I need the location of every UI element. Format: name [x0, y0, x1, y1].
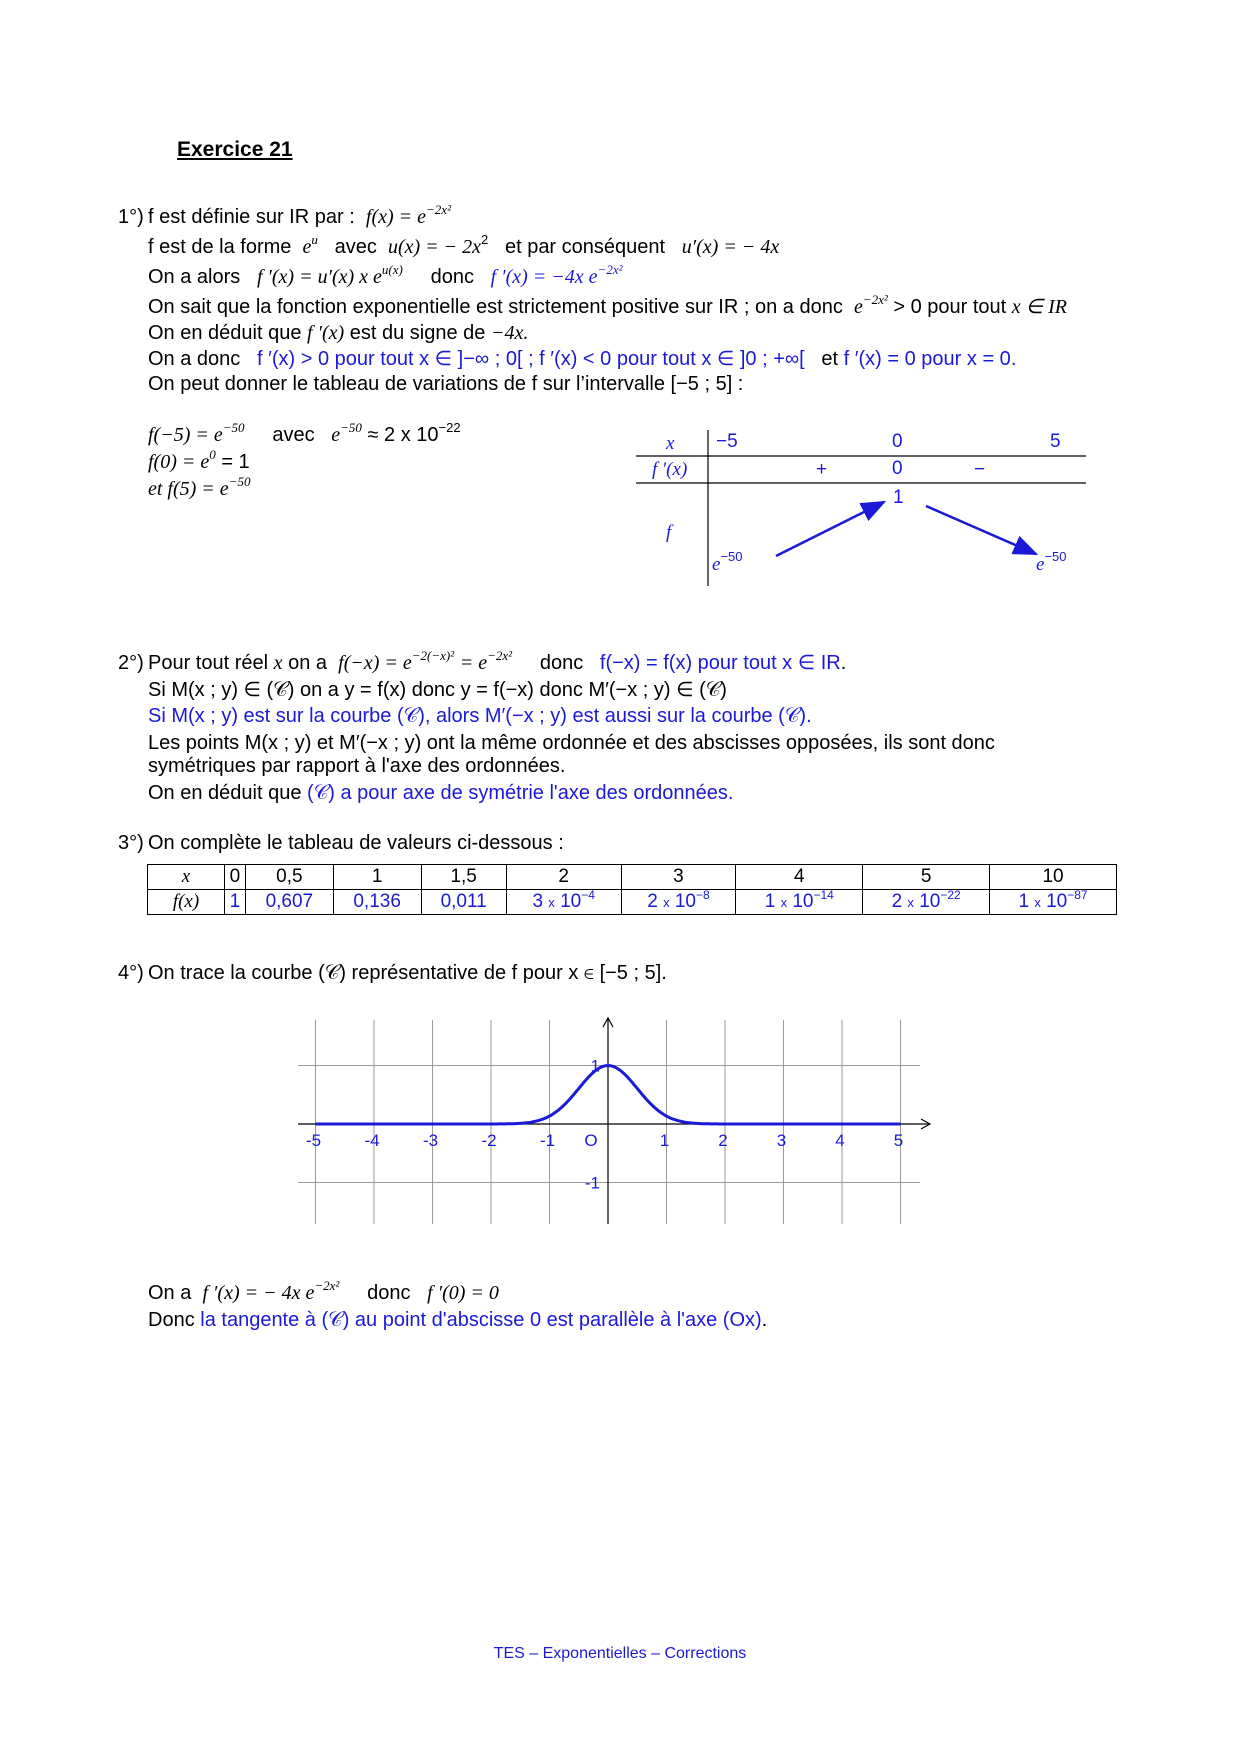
vt-fp-zero: 0 — [892, 458, 903, 479]
q1-value-f5: et $f(5) = e^{-50}$ — [148, 474, 251, 500]
x-tick-label: -5 — [305, 1131, 322, 1150]
x-tick-label: O — [584, 1131, 598, 1150]
values-x-cell: 1,5 — [421, 865, 506, 890]
values-x-cell: 3 — [621, 865, 736, 890]
graph-grid — [298, 1020, 920, 1224]
values-f-cell: 0,136 — [333, 890, 421, 915]
q1-value-fm5: $f(-5) = e^{-50}$ avec $e^{-50} \approx 2$ x $10^{-22}$ — [148, 420, 461, 446]
x-tick-label: 5 — [893, 1131, 904, 1150]
q4-number: 4°) — [118, 962, 144, 984]
vt-max-value: 1 — [893, 487, 904, 508]
values-x-cell: 10 — [990, 865, 1117, 890]
vt-right-value: $e^{-50}$ — [1036, 549, 1067, 575]
q2-line5: symétriques par rapport à l'axe des ordonnées. — [148, 755, 566, 777]
q2-line1: Pour tout réel x on a $f(-x) = e^{-2(-x)^2} = e^{-2x^2}$ donc f(−x) = f(x) pour tout x ∈ IR. — [148, 648, 847, 674]
values-table — [147, 864, 1117, 915]
vt-f-label: f — [666, 522, 672, 543]
values-f-header: f(x) — [148, 890, 225, 915]
q1-line5: On en déduit que f ′(x) est du signe de −4x. — [148, 322, 529, 344]
q3-line1: On complète le tableau de valeurs ci-dessous : — [148, 832, 564, 854]
q1-number: 1°) — [118, 206, 144, 228]
vt-sign-plus: + — [816, 459, 828, 480]
vt-arrow-up — [776, 502, 884, 556]
vt-arrow-down — [926, 506, 1036, 554]
values-row-x — [148, 865, 1117, 890]
q4-tangent-line2: Donc la tangente à (𝒞) au point d'abscisse 0 est parallèle à l'axe (Ox). — [148, 1309, 768, 1331]
x-tick-label: 3 — [776, 1131, 787, 1150]
q2-number: 2°) — [118, 652, 144, 674]
values-x-cell: 0 — [225, 865, 246, 890]
variation-table — [636, 428, 1086, 588]
x-tick-label: 2 — [718, 1131, 728, 1150]
q1-line7: On peut donner le tableau de variations de f sur l’intervalle [−5 ; 5] : — [148, 373, 744, 395]
page-footer: TES – Exponentielles – Corrections — [493, 1645, 747, 1662]
vt-x-0: 0 — [892, 431, 903, 452]
values-f-cell: 2 x $10^{-22}$ — [863, 890, 990, 915]
q2-line2: Si M(x ; y) ∈ (𝒞) on a y = f(x) donc y = f(−x) donc M′(−x ; y) ∈ (𝒞) — [148, 679, 727, 701]
values-f-cell: 3 x $10^{-4}$ — [506, 890, 621, 915]
y-tick-label: -1 — [584, 1173, 600, 1193]
q1-line3: On a alors f ′(x) = u′(x) x $e^{u(x)}$ donc f ′(x) = −4x $e^{-2x^2}$ — [148, 262, 623, 288]
q2-line4: Les points M(x ; y) et M′(−x ; y) ont la même ordonnée et des abscisses opposées, ils sont donc — [148, 732, 995, 754]
values-x-cell: 4 — [736, 865, 863, 890]
x-tick-label: 1 — [659, 1131, 670, 1150]
q1-line2: f est de la forme $e^u$ avec u(x) = − $2x^2$ et par conséquent u′(x) = − 4x — [148, 232, 780, 258]
values-f-cell: 0,607 — [245, 890, 333, 915]
q4-tangent-line1: On a f ′(x) = − 4x $e^{-2x^2}$ donc f ′(0) = 0 — [148, 1278, 499, 1304]
vt-left-value: $e^{-50}$ — [712, 549, 743, 575]
vt-x-m5: −5 — [716, 431, 738, 452]
x-tick-label: -4 — [364, 1131, 380, 1150]
q1-value-f0: $f(0) = e^0 = 1$ — [148, 447, 250, 473]
q1-line4: On sait que la fonction exponentielle est strictement positive sur IR ; on a donc $e^{-2x^2} > 0$ pour tout x ∈ IR — [148, 292, 1067, 318]
vt-fp-label: f ′(x) — [652, 459, 688, 480]
q1-line6: On a donc f ′(x) > 0 pour tout x ∈ ]−∞ ; 0[ ; f ′(x) < 0 pour tout x ∈ ]0 ; +∞[ et f ′(x) = 0 pour x = 0. — [148, 348, 1017, 370]
q4-line1: On trace la courbe (𝒞) représentative de f pour x ∈ [−5 ; 5]. — [148, 962, 667, 984]
y-tick-label: 1 — [590, 1056, 600, 1076]
q3-number: 3°) — [118, 832, 144, 854]
x-tick-label: -1 — [539, 1131, 556, 1150]
values-f-cell: 0,011 — [421, 890, 506, 915]
values-x-cell: 5 — [863, 865, 990, 890]
vt-x-5: 5 — [1050, 431, 1061, 452]
graph-axes — [298, 1018, 930, 1224]
values-x-header: x — [148, 865, 225, 890]
q2-line3: Si M(x ; y) est sur la courbe (𝒞), alors M′(−x ; y) est aussi sur la courbe (𝒞). — [148, 705, 812, 727]
values-row-f — [148, 890, 1117, 915]
values-f-cell: 1 x $10^{-14}$ — [736, 890, 863, 915]
values-x-cell: 0,5 — [245, 865, 333, 890]
q2-line6: On en déduit que (𝒞) a pour axe de symétrie l'axe des ordonnées. — [148, 782, 734, 804]
values-f-cell: 1 x $10^{-87}$ — [990, 890, 1117, 915]
x-tick-label: 4 — [835, 1131, 845, 1150]
values-f-cell: 1 — [225, 890, 246, 915]
values-x-cell: 2 — [506, 865, 621, 890]
values-x-cell: 1 — [333, 865, 421, 890]
variation-table-lines — [636, 428, 1086, 588]
values-f-cell: 2 x $10^{-8}$ — [621, 890, 736, 915]
vt-x-label: x — [666, 433, 675, 454]
function-graph — [290, 1012, 950, 1232]
page-title: Exercice 21 — [177, 138, 293, 161]
vt-sign-minus: − — [974, 459, 986, 480]
x-tick-label: -3 — [422, 1131, 439, 1150]
x-tick-label: -2 — [481, 1131, 497, 1150]
q1-line1: f est définie sur IR par : $f(x) = e^{-2x^2}$ — [148, 202, 451, 228]
